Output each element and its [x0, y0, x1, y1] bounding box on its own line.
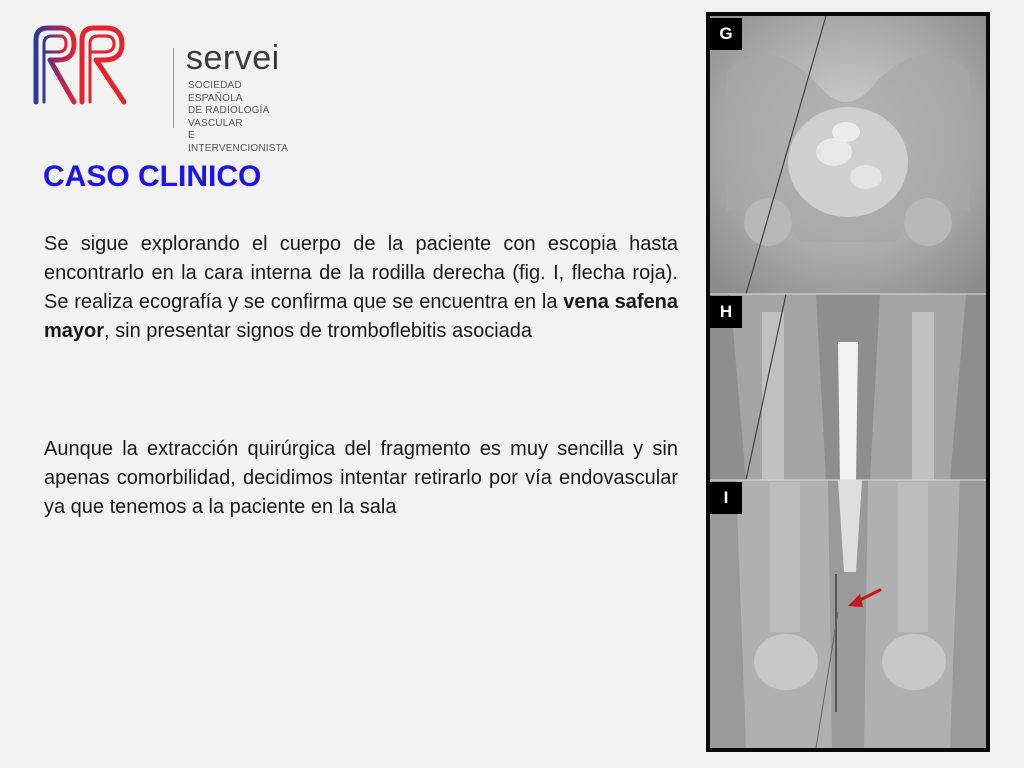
logo-subtitle-line: VASCULAR — [188, 117, 243, 129]
panel-label-g: G — [710, 18, 742, 50]
slide-title: CASO CLINICO — [43, 160, 262, 193]
paragraph-findings — [44, 230, 678, 346]
paragraph-decision: Aunque la extracción quirúrgica del fragmento es muy sencilla y sin apenas comorbilidad, decidimos intentar retirarlo por vía endovascular ya que tenemos a la paciente en la sala — [44, 438, 678, 518]
logo-subtitle-line: SOCIEDAD ESPAÑOLA — [188, 80, 243, 104]
servei-logo — [30, 22, 290, 154]
logo-subtitle-line: DE RADIOLOGÍA — [188, 105, 270, 116]
fluoroscopy-image-stack — [706, 12, 990, 752]
logo-divider — [173, 48, 174, 128]
fluoroscopy-image — [706, 12, 990, 752]
panel-label-i: I — [710, 482, 742, 514]
panel-label-h: H — [710, 296, 742, 328]
paragraph-findings-start: Se sigue explorando el cuerpo de la paciente con escopia hasta encontrarlo en la cara interna de la rodilla derecha (fig. I, flecha roja). Se realiza ecografía y se confirma que se encuentra en la — [44, 233, 678, 313]
servei-logo-mark-icon — [30, 22, 130, 108]
panel-i-image — [710, 480, 986, 748]
logo-subtitle-line: E INTERVENCIONISTA — [188, 130, 289, 154]
panel-g-image — [710, 16, 986, 294]
logo-wordmark: servei — [186, 39, 280, 77]
paragraph-findings-end: , sin presentar signos de tromboflebitis asociada — [104, 320, 533, 342]
panel-h-image — [710, 294, 986, 480]
highlight-vein-name: vena safena mayor — [44, 291, 679, 342]
logo-subtitle — [188, 80, 290, 155]
